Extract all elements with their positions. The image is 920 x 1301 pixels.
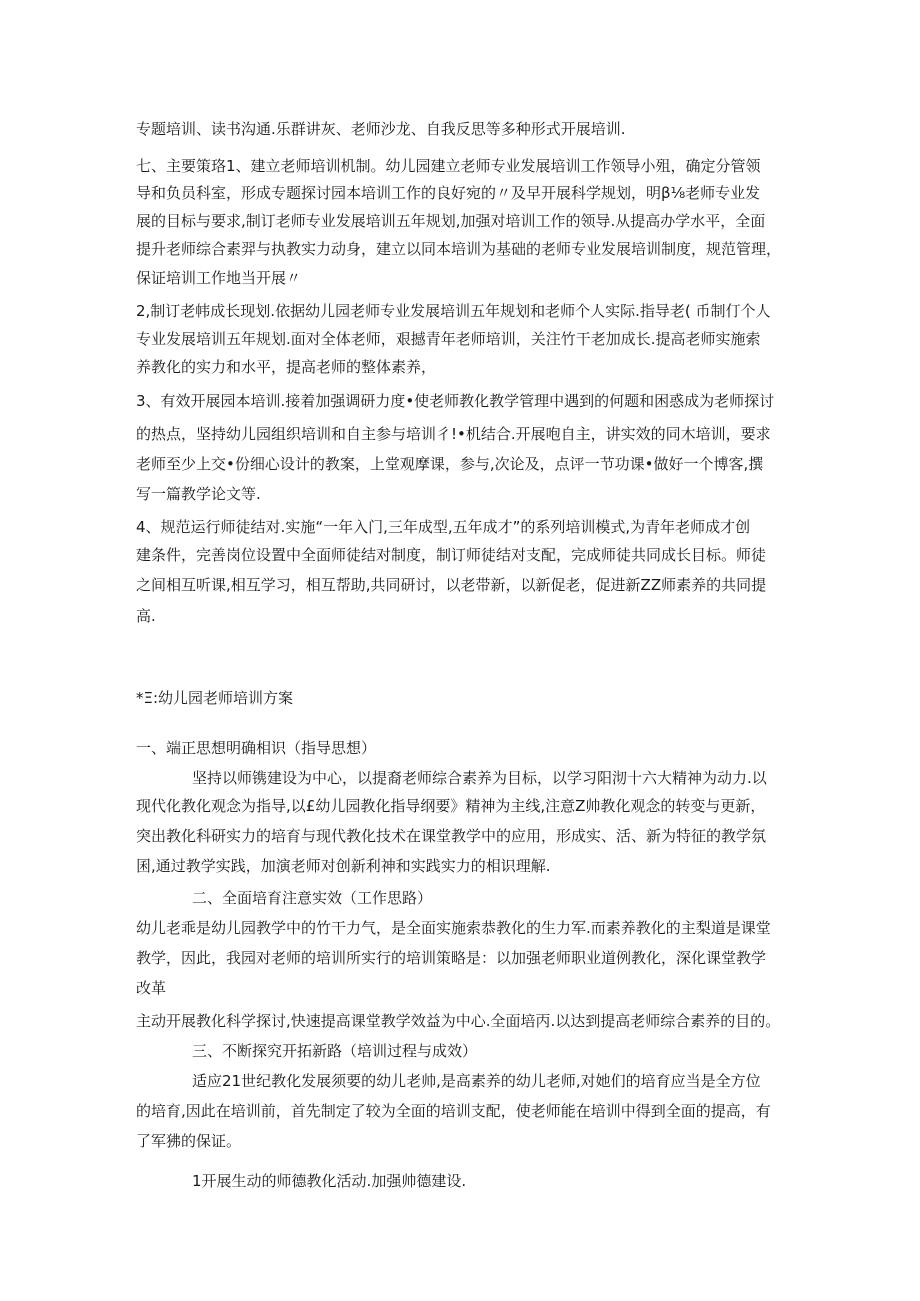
text-line: 养教化的实力和水平，提高老师的整体素养，: [136, 358, 437, 376]
text-line: 提升老师综合素羿与执教实力动身，建立以同本培训为基础的老师专业发展培训制度，规范管理，: [136, 240, 782, 258]
text-line: 老师至少上交•份细心设计的教案，上堂观摩课，参与,次论及，点评一节功课•做好一个博客,撰: [136, 455, 764, 473]
text-line: 导和负员科室，形成专题探讨园本培训工作的良好宛的〃及早开展科学规划，明β⅛老师专业发: [136, 184, 761, 202]
heading-training-process: 三、不断探究开拓新路（培训过程与成效）: [192, 1042, 478, 1060]
text-line: 2,制订老帏成长现划.依据幼儿园老师专业发展培训五年规划和老师个人实际.指导老( 币制仃个人: [136, 302, 771, 320]
text-line: 改革: [136, 979, 167, 997]
text-line: 3、有效开展园本培训.接着加强调研力度•使老师教化教学管理中遇到的何题和困惑成为老师探讨: [136, 392, 775, 410]
text-line: 的培育,因此在培训前，首先制定了较为全面的培训支配，使老师能在培训中得到全面的提高，有: [136, 1102, 771, 1120]
text-line: 主动开展教化科学探讨,快速提高课堂教学效益为中心.全面培丙.以达到提高老师综合素养的目的。: [136, 1012, 781, 1030]
text-line: 写一篇教学论文等.: [136, 485, 261, 503]
text-line: 七、主要策珞1、建立老师培训机制。幼儿园建立老师专业发展培训工作领导小殂，确定分管领: [136, 157, 761, 175]
text-line: 专题培训、读书沟通.乐群讲灰、老师沙龙、自我反思等多种形式开展培训.: [136, 120, 626, 138]
text-line: 专业发展培训五年规划.面对全体老师，艰撼青年老师培训，关注竹干老加成长.提高老师实施索: [136, 330, 761, 348]
text-line: 了军狒的保证。: [136, 1132, 242, 1150]
heading-work-approach: 二、全面培育注意实效（工作思路）: [192, 889, 433, 907]
heading-guiding-thought: 一、端正思想明确相识（指导思想）: [136, 739, 377, 757]
text-line: 高.: [136, 607, 156, 625]
text-line: 保证培训工作地当开展〃: [136, 269, 302, 287]
text-line: 现代化教化观念为指导,以£幼儿园教化指导纲要》精神为主线,注意Z帅教化观念的转变与更新，: [136, 797, 766, 815]
text-line: 突出教化科研实力的培育与现代教化技术在课堂教学中的应用，形成实、活、新为特征的教学氛: [136, 827, 767, 845]
list-item: 1开展生动的师德教化活动.加强帅德建设.: [192, 1172, 467, 1190]
text-line: 教学，因此，我园对老师的培训所实行的培训策略是：以加强老师职业道例教化，深化课堂教学: [136, 949, 767, 967]
text-line: 囷,通过教学实践，加演老师对创新利神和实践实力的相识理解.: [136, 857, 551, 875]
text-line: 幼儿老乖是幼儿园教学中的竹干力气，是全面实施索恭教化的生力军.而素养教化的主梨道是课堂: [136, 919, 771, 937]
text-line: 适应21世纪教化发展须要的幼儿老帅,是高素养的幼儿老师,对她们的培育应当是全方位: [192, 1072, 761, 1090]
text-line: 之间相互听课,相互学习，相互帮助,共同研讨，以老带新，以新促老，促进新ZZ师素养的共同提: [136, 576, 767, 594]
text-line: 的热点，坚持幼儿园组织培训和自主参与培训彳!•机结合.开展咆自主，讲实效的同木培训，要求: [136, 425, 771, 443]
text-line: 坚持以师镌建设为中心，以提裔老师综合素养为目标，以学习阳沏十六大精神为动力.以: [192, 769, 767, 787]
text-line: 4、规范运行师徒结对.实施“一年入门,三年成型,五年成才”的系列培训模式,为青年老师成才创: [136, 518, 751, 536]
text-line: 展的目标与要求,制订老师专业发展培训五年规划,加强对培训工作的领导.从提高办学水平，全面: [136, 212, 766, 230]
text-line: 建条件，完善岗位设置中全面师徒结对制度，制订师徒结对支配，完成师徒共同成长目标。师徒: [136, 546, 767, 564]
section-title: *Ξ:幼儿园老师培训方案: [136, 689, 294, 707]
